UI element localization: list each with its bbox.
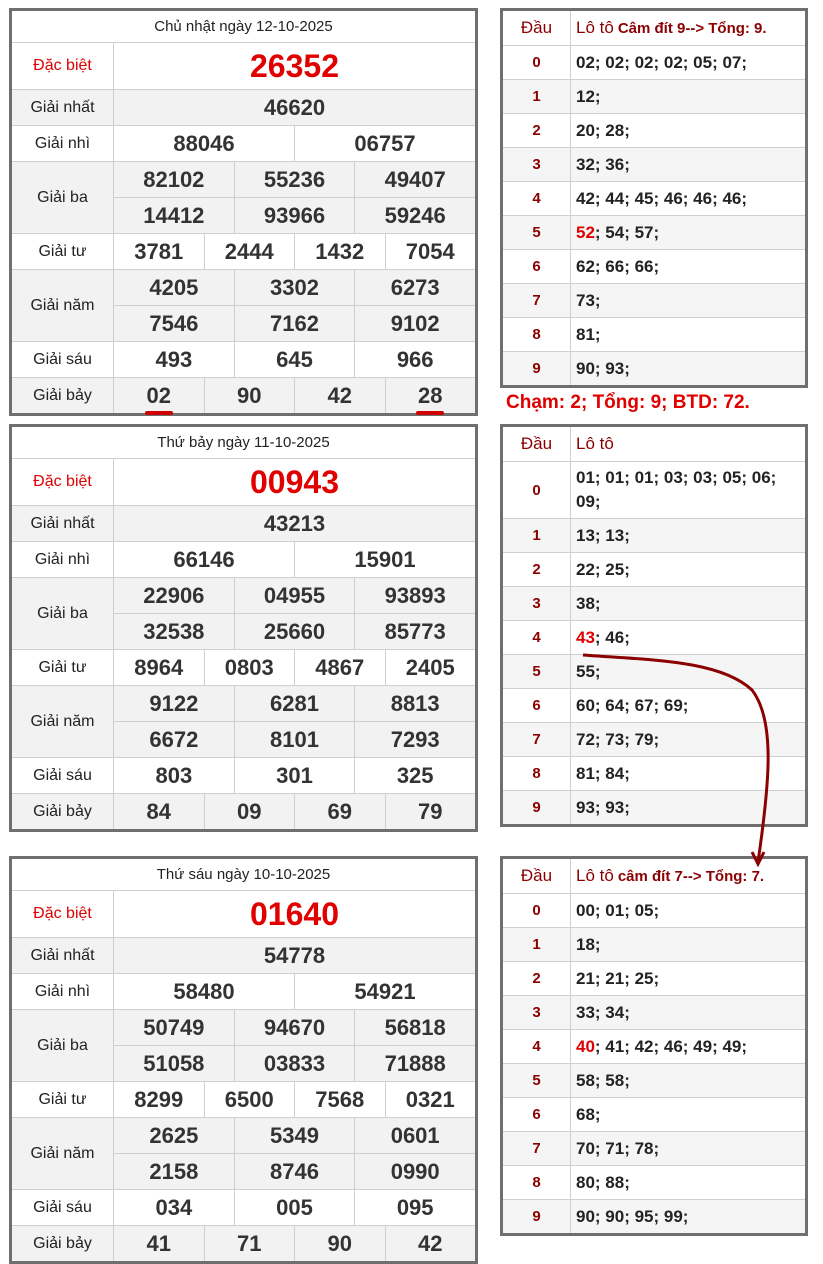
loto-values — [571, 1098, 805, 1131]
loto-highlight: 43 — [576, 627, 595, 647]
third-prize: 71888 — [354, 1046, 475, 1081]
seventh-prize: 42 — [385, 1226, 476, 1261]
loto-rest: 62; 66; 66; — [576, 256, 660, 276]
loto-row — [503, 318, 805, 352]
loto-values — [571, 1064, 805, 1097]
seventh-prize: 69 — [294, 794, 385, 829]
loto-row — [503, 148, 805, 182]
fourth-prize: 2405 — [385, 650, 476, 685]
label-second: Giải nhì — [12, 974, 114, 1009]
loto-dau: 0 — [503, 894, 571, 927]
loto-dau: 7 — [503, 284, 571, 317]
second-prize: 54921 — [294, 974, 475, 1009]
loto-rest: 90; 93; — [576, 358, 630, 378]
loto-row — [503, 284, 805, 318]
loto-rest: 80; 88; — [576, 1172, 630, 1192]
label-sixth: Giải sáu — [12, 1190, 114, 1225]
label-fourth: Giải tư — [12, 1082, 114, 1117]
loto-table-1 — [500, 8, 808, 388]
sixth-prize: 034 — [155, 1194, 193, 1220]
label-first: Giải nhất — [12, 506, 114, 541]
loto-head-note: câm đít 7--> Tổng: 7. — [617, 867, 765, 885]
loto-values — [571, 182, 805, 215]
loto-values — [571, 928, 805, 961]
loto-dau: 8 — [503, 318, 571, 351]
loto-dau: 7 — [503, 1132, 571, 1165]
loto-dau: 9 — [503, 352, 571, 385]
loto-row — [503, 352, 805, 385]
second-prize: 88046 — [173, 130, 235, 156]
label-fifth: Giải năm — [12, 1118, 114, 1189]
first-prize: 54778 — [114, 938, 475, 973]
result-date: Thứ sáu ngày 10-10-2025 — [12, 859, 475, 891]
loto-dau: 1 — [503, 928, 571, 961]
fourth-prize: 0803 — [204, 650, 295, 685]
loto-row — [503, 1098, 805, 1132]
label-third: Giải ba — [12, 1010, 114, 1081]
first-prize: 46620 — [114, 90, 475, 125]
loto-row — [503, 553, 805, 587]
label-third: Giải ba — [12, 578, 114, 649]
loto-highlight: 52 — [576, 222, 595, 242]
loto-rest: 21; 21; 25; — [576, 968, 660, 988]
label-second: Giải nhì — [12, 126, 114, 161]
loto-dau: 3 — [503, 996, 571, 1029]
loto-rest: 58; 58; — [576, 1070, 630, 1090]
loto-values — [571, 1166, 805, 1199]
fourth-prize: 8964 — [134, 654, 184, 680]
loto-rest: 70; 71; 78; — [576, 1138, 660, 1158]
summary-text: Chạm: 2; Tổng: 9; BTD: 72. — [506, 392, 750, 413]
label-first: Giải nhất — [12, 90, 114, 125]
fifth-prize: 7162 — [234, 306, 355, 341]
second-prize: 58480 — [173, 978, 235, 1004]
loto-rest: 72; 73; 79; — [576, 729, 660, 749]
loto-rest: 81; 84; — [576, 763, 630, 783]
fourth-prize: 1432 — [294, 234, 385, 269]
seventh-prize: 41 — [114, 1226, 204, 1261]
fifth-prize: 3302 — [234, 270, 355, 305]
loto-row — [503, 962, 805, 996]
fourth-prize: 2444 — [204, 234, 295, 269]
loto-dau: 9 — [503, 791, 571, 824]
seventh-prize: 09 — [204, 794, 295, 829]
seventh-prize-marked: 02 — [146, 382, 171, 408]
label-seventh: Giải bảy — [12, 378, 114, 413]
fifth-prize: 6273 — [354, 270, 475, 305]
second-prize: 15901 — [294, 542, 475, 577]
third-prize: 59246 — [354, 198, 475, 233]
loto-dau: 4 — [503, 182, 571, 215]
label-third: Giải ba — [12, 162, 114, 233]
fifth-prize: 7293 — [354, 722, 475, 757]
result-table-2 — [9, 424, 478, 832]
loto-rest: 38; — [576, 593, 601, 613]
loto-values — [571, 114, 805, 147]
loto-values — [571, 1200, 805, 1233]
loto-dau: 8 — [503, 1166, 571, 1199]
third-prize: 49407 — [354, 162, 475, 197]
loto-values — [571, 250, 805, 283]
loto-rest: 60; 64; 67; 69; — [576, 695, 689, 715]
special-prize: 01640 — [250, 895, 339, 932]
label-first: Giải nhất — [12, 938, 114, 973]
sixth-prize: 803 — [155, 762, 193, 788]
loto-row — [503, 1132, 805, 1166]
fourth-prize: 8299 — [134, 1086, 184, 1112]
loto-row — [503, 928, 805, 962]
third-prize: 94670 — [234, 1010, 355, 1045]
loto-head-loto — [571, 427, 805, 461]
loto-values — [571, 80, 805, 113]
loto-rest: 42; 44; 45; 46; 46; 46; — [576, 188, 748, 208]
label-seventh: Giải bảy — [12, 1226, 114, 1261]
loto-values — [571, 284, 805, 317]
loto-rest: 02; 02; 02; 02; 05; 07; — [576, 52, 748, 72]
loto-dau: 1 — [503, 519, 571, 552]
loto-row — [503, 621, 805, 655]
label-special: Đặc biệt — [12, 891, 114, 937]
result-table-1 — [9, 8, 478, 416]
loto-rest: 55; — [576, 661, 601, 681]
loto-rest: 73; — [576, 290, 601, 310]
loto-row — [503, 587, 805, 621]
special-prize: 26352 — [250, 47, 339, 84]
loto-values — [571, 689, 805, 722]
loto-values — [571, 587, 805, 620]
fourth-prize: 4867 — [294, 650, 385, 685]
loto-head-loto — [571, 11, 805, 45]
loto-row — [503, 114, 805, 148]
fourth-prize: 0321 — [385, 1082, 476, 1117]
loto-values — [571, 318, 805, 351]
loto-head-dau: Đầu — [503, 427, 571, 461]
fifth-prize: 4205 — [114, 270, 234, 305]
loto-values — [571, 1132, 805, 1165]
loto-values — [571, 962, 805, 995]
loto-values — [571, 894, 805, 927]
loto-row — [503, 216, 805, 250]
third-prize: 04955 — [234, 578, 355, 613]
loto-head-dau: Đầu — [503, 11, 571, 45]
loto-dau: 1 — [503, 80, 571, 113]
first-prize: 43213 — [114, 506, 475, 541]
third-prize: 03833 — [234, 1046, 355, 1081]
loto-head-note: Câm đít 9--> Tổng: 9. — [617, 19, 767, 37]
fifth-prize: 6281 — [234, 686, 355, 721]
sixth-prize: 325 — [354, 758, 475, 793]
label-fifth: Giải năm — [12, 686, 114, 757]
seventh-prize-marked: 28 — [418, 382, 443, 408]
loto-rest: 01; 01; 01; 03; 03; 05; 06; 09; — [576, 468, 777, 511]
loto-dau: 6 — [503, 250, 571, 283]
loto-values — [571, 352, 805, 385]
third-prize: 51058 — [114, 1046, 234, 1081]
label-second: Giải nhì — [12, 542, 114, 577]
loto-rest: ; 46; — [594, 627, 630, 647]
loto-row — [503, 689, 805, 723]
third-prize: 25660 — [234, 614, 355, 649]
sixth-prize: 493 — [155, 346, 193, 372]
label-sixth: Giải sáu — [12, 342, 114, 377]
loto-row — [503, 894, 805, 928]
result-date: Chủ nhật ngày 12-10-2025 — [12, 11, 475, 43]
fifth-prize: 2158 — [114, 1154, 234, 1189]
special-prize: 00943 — [250, 463, 339, 500]
fifth-prize: 0990 — [354, 1154, 475, 1189]
loto-rest: 93; 93; — [576, 797, 630, 817]
loto-row — [503, 46, 805, 80]
loto-values — [571, 621, 805, 654]
loto-row — [503, 1166, 805, 1200]
loto-dau: 6 — [503, 1098, 571, 1131]
fifth-prize: 8813 — [354, 686, 475, 721]
loto-dau: 4 — [503, 621, 571, 654]
loto-row — [503, 757, 805, 791]
loto-row — [503, 655, 805, 689]
loto-row — [503, 1200, 805, 1233]
loto-values — [571, 791, 805, 824]
loto-rest: ; 41; 42; 46; 49; 49; — [594, 1036, 748, 1056]
seventh-prize: 79 — [385, 794, 476, 829]
seventh-prize: 84 — [114, 794, 204, 829]
loto-dau: 3 — [503, 587, 571, 620]
sixth-prize: 005 — [234, 1190, 355, 1225]
loto-values — [571, 216, 805, 249]
loto-table-2 — [500, 424, 808, 827]
fifth-prize: 8746 — [234, 1154, 355, 1189]
loto-row — [503, 996, 805, 1030]
loto-rest: 33; 34; — [576, 1002, 630, 1022]
loto-values — [571, 46, 805, 79]
loto-values — [571, 519, 805, 552]
third-prize: 82102 — [114, 162, 234, 197]
third-prize: 22906 — [114, 578, 234, 613]
loto-rest: ; 54; 57; — [594, 222, 660, 242]
loto-dau: 9 — [503, 1200, 571, 1233]
loto-dau: 5 — [503, 216, 571, 249]
third-prize: 93893 — [354, 578, 475, 613]
fifth-prize: 7546 — [114, 306, 234, 341]
third-prize: 93966 — [234, 198, 355, 233]
fifth-prize: 9122 — [114, 686, 234, 721]
third-prize: 14412 — [114, 198, 234, 233]
loto-dau: 2 — [503, 114, 571, 147]
fourth-prize: 6500 — [204, 1082, 295, 1117]
sixth-prize: 645 — [234, 342, 355, 377]
loto-dau: 0 — [503, 462, 571, 518]
fifth-prize: 2625 — [114, 1118, 234, 1153]
second-prize: 66146 — [173, 546, 235, 572]
seventh-prize: 71 — [204, 1226, 295, 1261]
loto-head-dau: Đầu — [503, 859, 571, 893]
seventh-prize: 90 — [204, 378, 295, 413]
third-prize: 56818 — [354, 1010, 475, 1045]
third-prize: 50749 — [114, 1010, 234, 1045]
result-table-3 — [9, 856, 478, 1264]
loto-rest: 13; 13; — [576, 525, 630, 545]
loto-values — [571, 553, 805, 586]
label-fifth: Giải năm — [12, 270, 114, 341]
loto-row — [503, 1030, 805, 1064]
loto-rest: 18; — [576, 934, 601, 954]
seventh-prize: 42 — [294, 378, 385, 413]
loto-rest: 68; — [576, 1104, 601, 1124]
sixth-prize: 095 — [354, 1190, 475, 1225]
loto-row — [503, 250, 805, 284]
fifth-prize: 8101 — [234, 722, 355, 757]
loto-dau: 2 — [503, 553, 571, 586]
loto-table-3 — [500, 856, 808, 1236]
loto-rest: 81; — [576, 324, 601, 344]
loto-dau: 6 — [503, 689, 571, 722]
fifth-prize: 5349 — [234, 1118, 355, 1153]
loto-rest: 22; 25; — [576, 559, 630, 579]
loto-highlight: 40 — [576, 1036, 595, 1056]
loto-values — [571, 723, 805, 756]
label-fourth: Giải tư — [12, 650, 114, 685]
fifth-prize: 0601 — [354, 1118, 475, 1153]
loto-rest: 00; 01; 05; — [576, 900, 660, 920]
loto-dau: 3 — [503, 148, 571, 181]
sixth-prize: 966 — [354, 342, 475, 377]
loto-row — [503, 182, 805, 216]
loto-head-loto — [571, 859, 805, 893]
result-date: Thứ bảy ngày 11-10-2025 — [12, 427, 475, 459]
label-special: Đặc biệt — [12, 459, 114, 505]
loto-row — [503, 791, 805, 824]
second-prize: 06757 — [294, 126, 475, 161]
loto-dau: 5 — [503, 1064, 571, 1097]
loto-dau: 5 — [503, 655, 571, 688]
loto-dau: 7 — [503, 723, 571, 756]
label-seventh: Giải bảy — [12, 794, 114, 829]
loto-row — [503, 519, 805, 553]
loto-rest: 12; — [576, 86, 601, 106]
loto-row — [503, 462, 805, 519]
fifth-prize: 9102 — [354, 306, 475, 341]
third-prize: 85773 — [354, 614, 475, 649]
third-prize: 55236 — [234, 162, 355, 197]
fifth-prize: 6672 — [114, 722, 234, 757]
loto-dau: 4 — [503, 1030, 571, 1063]
loto-dau: 8 — [503, 757, 571, 790]
loto-head-label: Lô tô — [576, 434, 614, 453]
loto-values — [571, 996, 805, 1029]
third-prize: 32538 — [114, 614, 234, 649]
loto-rest: 20; 28; — [576, 120, 630, 140]
loto-values — [571, 655, 805, 688]
loto-rest: 90; 90; 95; 99; — [576, 1206, 689, 1226]
loto-head-label: Lô tô — [576, 866, 614, 885]
label-sixth: Giải sáu — [12, 758, 114, 793]
loto-rest: 32; 36; — [576, 154, 630, 174]
loto-dau: 2 — [503, 962, 571, 995]
loto-values — [571, 757, 805, 790]
loto-dau: 0 — [503, 46, 571, 79]
loto-head-label: Lô tô — [576, 18, 614, 37]
fourth-prize: 3781 — [134, 238, 184, 264]
loto-values — [571, 462, 805, 518]
loto-values — [571, 1030, 805, 1063]
loto-row — [503, 80, 805, 114]
label-fourth: Giải tư — [12, 234, 114, 269]
fourth-prize: 7054 — [385, 234, 476, 269]
seventh-prize: 90 — [294, 1226, 385, 1261]
loto-row — [503, 1064, 805, 1098]
fourth-prize: 7568 — [294, 1082, 385, 1117]
label-special: Đặc biệt — [12, 43, 114, 89]
loto-row — [503, 723, 805, 757]
loto-values — [571, 148, 805, 181]
sixth-prize: 301 — [234, 758, 355, 793]
